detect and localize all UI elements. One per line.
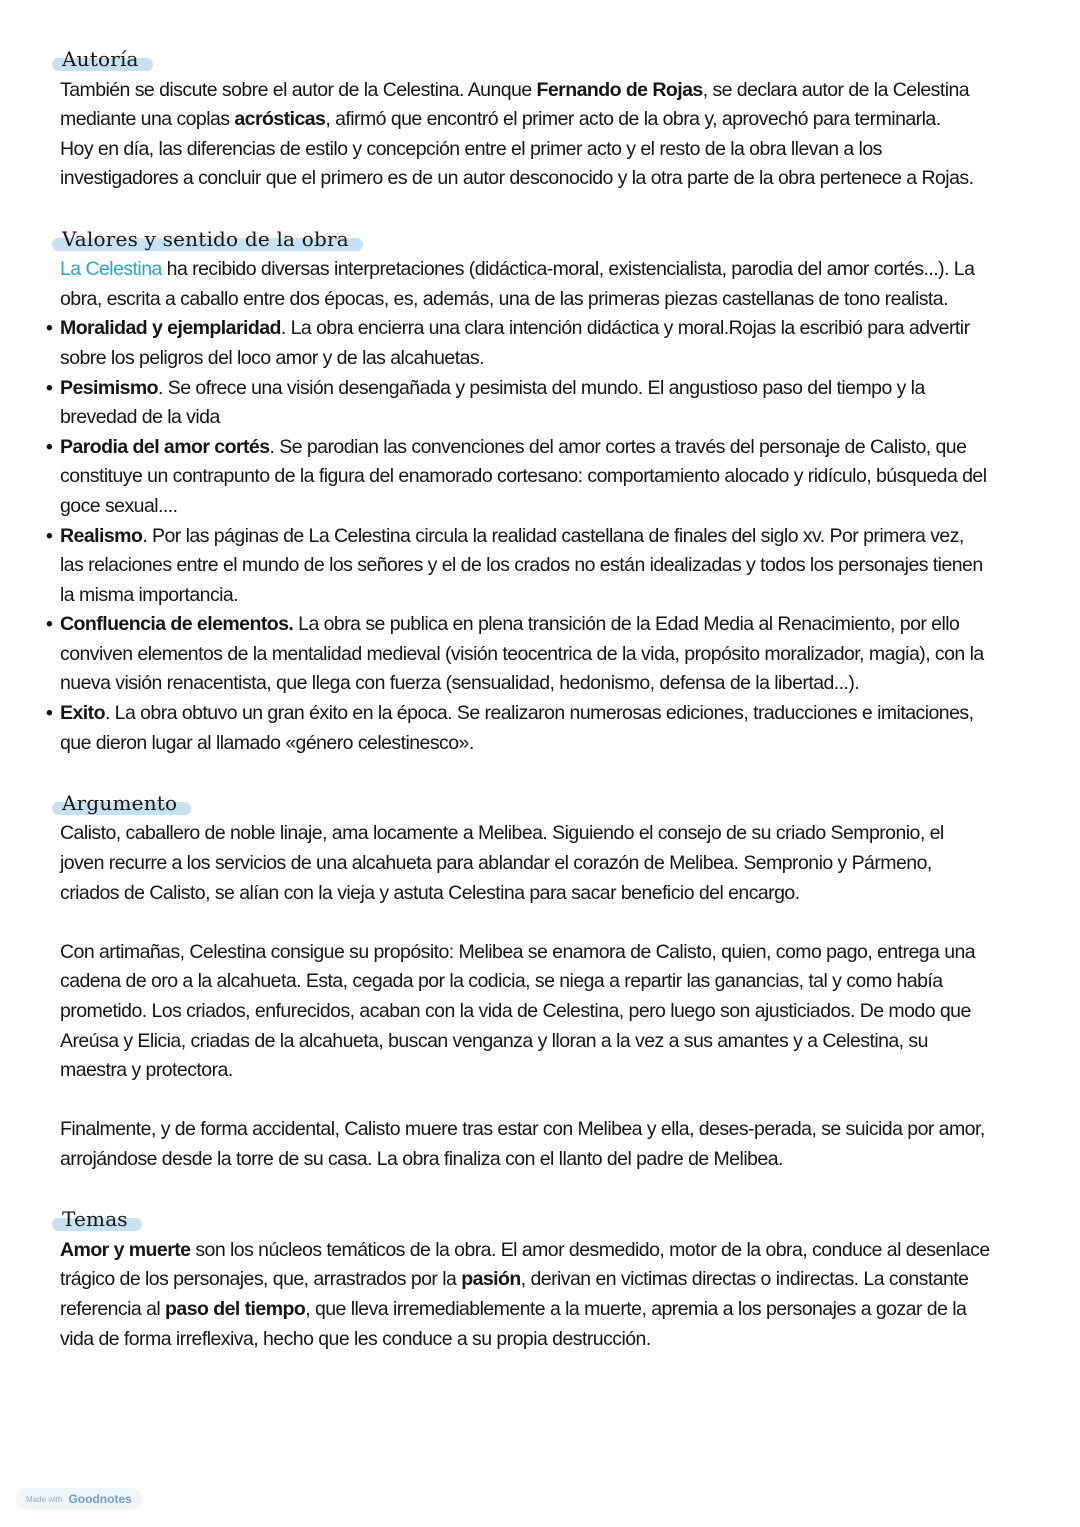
bullet-icon: • [46, 317, 53, 340]
list-item: • Moralidad y ejemplaridad. La obra encierra una clara intención didáctica y moral.Rojas la escribió para advertir sobre los peligros del loco amor y de las alcahuetas. [60, 314, 990, 373]
list-item: • Pesimismo. Se ofrece una visión desengañada y pesimista del mundo. El angustioso paso del tiempo y la brevedad de la vida [60, 374, 990, 433]
bullet-icon: • [46, 435, 53, 458]
section-temas [60, 1204, 990, 1354]
bullet-icon: • [46, 376, 53, 399]
heading-temas: Temas [60, 1204, 134, 1234]
argumento-paragraph-2: Con artimañas, Celestina consigue su propósito: Melibea se enamora de Calisto, quien, como pago, entrega una cadena de oro a la alcahueta. Esta, cegada por la codicia, se niega a repartir las ganancias, tal y como había prometido. Los criados, enfurecidos, acaban con la vida de Celestina, pero luego son ajusticiados. De modo que Areúsa y Elicia, criadas de la alcahueta, buscan venganza y lloran a la vez a sus amantes y a Celestina, su maestra y protectora. [60, 940, 976, 1082]
section-valores [46, 224, 990, 759]
list-item: • Parodia del amor cortés. Se parodian las convenciones del amor cortes a través del personaje de Calisto, que constituye un contrapunto de la figura del enamorado cortesano: comportamiento alocado y ridículo, búsqueda del goce sexual.... [60, 433, 990, 522]
autoria-paragraph-2: Hoy en día, las diferencias de estilo y concepción entre el primer acto y el resto de la obra llevan a los investigadores a concluir que el primero es de un autor desconocido y la otra parte de la obra pertenece a Rojas. [60, 137, 974, 190]
heading-valores: Valores y sentido de la obra [60, 224, 355, 254]
valores-bullet-list [46, 314, 990, 758]
valores-intro: La Celestina ha recibido diversas interpretaciones (didáctica-moral, existencialista, parodia del amor cortés...). La obra, escrita a caballo entre dos épocas, es, además, una de las primeras piezas castellanas de tono realista. [60, 258, 975, 310]
argumento-paragraph-3: Finalmente, y de forma accidental, Calisto muere tras estar con Melibea y ella, deses-perada, se suicida por amor, arrojándose desde la torre de su casa. La obra finaliza con el llanto del padre de Melibea. [60, 1118, 985, 1170]
bullet-icon: • [46, 702, 53, 725]
goodnotes-logo-text: Goodnotes [68, 1492, 132, 1506]
section-argumento [60, 788, 990, 1175]
temas-paragraph: Amor y muerte son los núcleos temáticos de la obra. El amor desmedido, motor de la obra, conduce al desenlace trágico de los personajes, que, arrastrados por la pasión, derivan en victimas directas o indirectas. La constante referencia al paso del tiempo, que lleva irremediablemente a la muerte, apremia a los personajes a gozar de la vida de forma irreflexiva, hecho que les conduce a su propia destrucción. [60, 1238, 990, 1350]
argumento-paragraph-1: Calisto, caballero de noble linaje, ama locamente a Melibea. Siguiendo el consejo de su criado Sempronio, el joven recurre a los servicios de una alcahueta para ablandar el corazón de Melibea. Sempronio y Pármeno, criados de Calisto, se alían con la vieja y astuta Celestina para sacar beneficio del encargo. [60, 822, 944, 904]
goodnotes-badge[interactable] [16, 1488, 142, 1510]
list-item: • Realismo. Por las páginas de La Celestina circula la realidad castellana de finales del siglo xv. Por primera vez, las relaciones entre el mundo de los señores y el de los crados no están idealizadas y todos los personajes tienen la misma importancia. [60, 522, 990, 611]
note-page [46, 44, 990, 1354]
section-autoria [60, 44, 990, 194]
bullet-icon: • [46, 524, 53, 547]
heading-argumento: Argumento [60, 788, 183, 818]
list-item: • Confluencia de elementos. La obra se publica en plena transición de la Edad Media al Renacimiento, por ello conviven elementos de la mentalidad medieval (visión teocentrica de la vida, propósito moralizador, magia), con la nueva visión renacentista, que llega con fuerza (sensualidad, hedonismo, defensa de la libertad...). [60, 610, 990, 699]
autoria-paragraph-1: También se discute sobre el autor de la Celestina. Aunque Fernando de Rojas, se declara autor de la Celestina mediante una coplas acrósticas, afirmó que encontró el primer acto de la obra y, aprovechó para terminarla. [60, 78, 970, 131]
bullet-icon: • [46, 613, 53, 636]
heading-autoria: Autoría [60, 44, 145, 74]
list-item: • Exito. La obra obtuvo un gran éxito en la época. Se realizaron numerosas ediciones, traducciones e imitaciones, que dieron lugar al llamado «género celestinesco». [60, 699, 990, 758]
made-with-label: Made with [26, 1494, 63, 1504]
la-celestina-link[interactable]: La Celestina [60, 258, 162, 281]
